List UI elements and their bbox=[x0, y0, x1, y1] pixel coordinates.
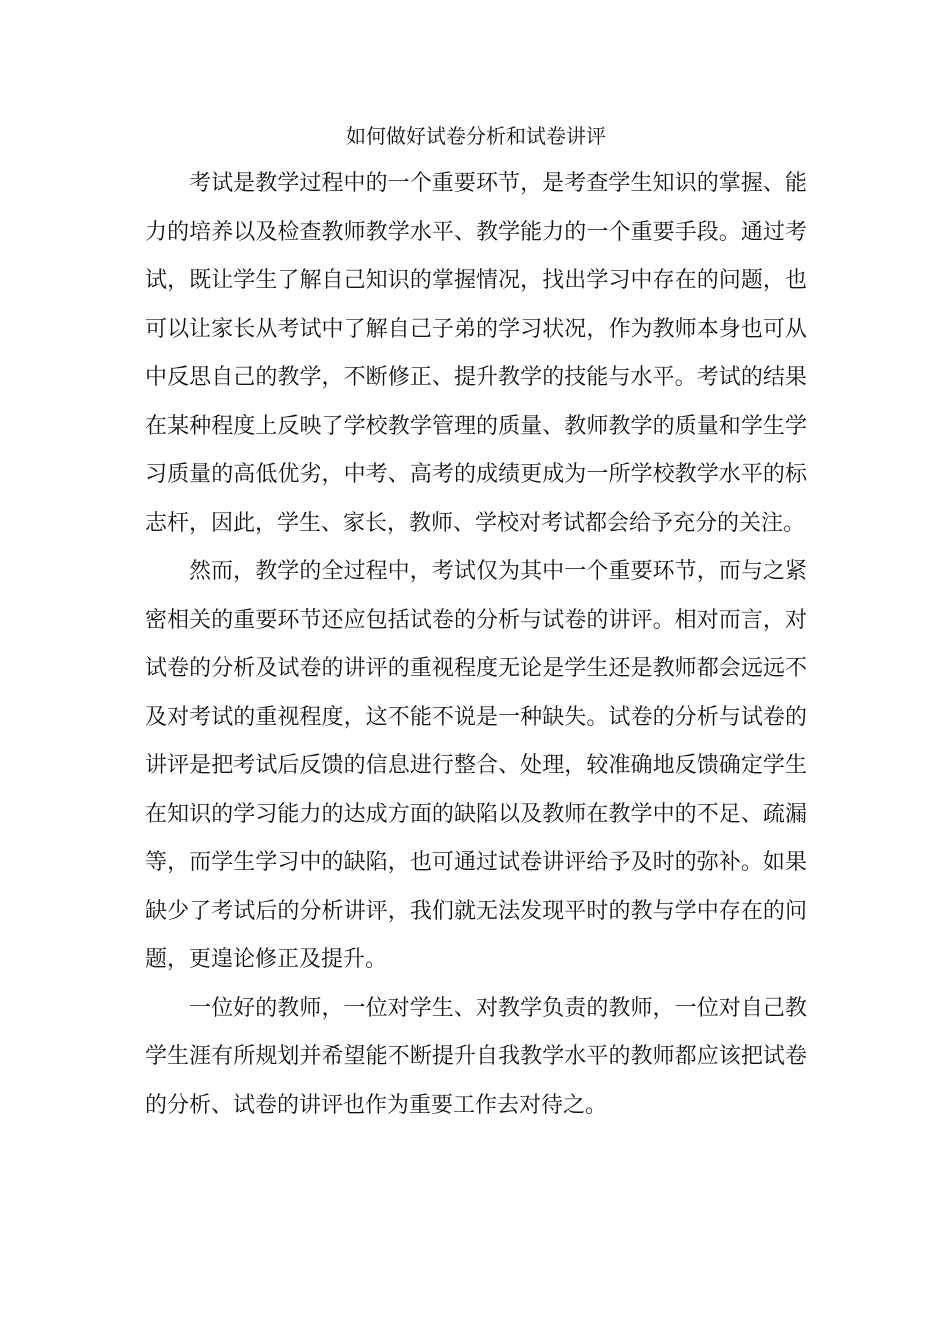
document-body bbox=[145, 112, 807, 1130]
paragraph-2: 然而，教学的全过程中，考试仅为其中一个重要环节，而与之紧密相关的重要环节还应包括试卷的分析与试卷的讲评。相对而言，对试卷的分析及试卷的讲评的重视程度无论是学生还是教师都会远远不及对考试的重视程度，这不能不说是一种缺失。试卷的分析与试卷的讲评是把考试后反馈的信息进行整合、处理，较准确地反馈确定学生在知识的学习能力的达成方面的缺陷以及教师在教学中的不足、疏漏等，而学生学习中的缺陷，也可通过试卷讲评给予及时的弥补。如果缺少了考试后的分析讲评，我们就无法发现平时的教与学中存在的问题，更遑论修正及提升。 bbox=[145, 559, 807, 972]
paragraph-1: 考试是教学过程中的一个重要环节，是考查学生知识的掌握、能力的培养以及检查教师教学水平、教学能力的一个重要手段。通过考试，既让学生了解自己知识的掌握情况，找出学习中存在的问题，也可以让家长从考试中了解自己子弟的学习状况，作为教师本身也可从中反思自己的教学，不断修正、提升教学的技能与水平。考试的结果在某种程度上反映了学校教学管理的质量、教师教学的质量和学生学习质量的高低优劣，中考、高考的成绩更成为一所学校教学水平的标志杆，因此，学生、家长，教师、学校对考试都会给予充分的关注。 bbox=[145, 171, 807, 536]
paragraph-3: 一位好的教师，一位对学生、对教学负责的教师，一位对自己教学生涯有所规划并希望能不断提升自我教学水平的教师都应该把试卷的分析、试卷的讲评也作为重要工作去对待之。 bbox=[145, 995, 807, 1118]
document-title: 如何做好试卷分析和试卷讲评 bbox=[346, 124, 606, 148]
